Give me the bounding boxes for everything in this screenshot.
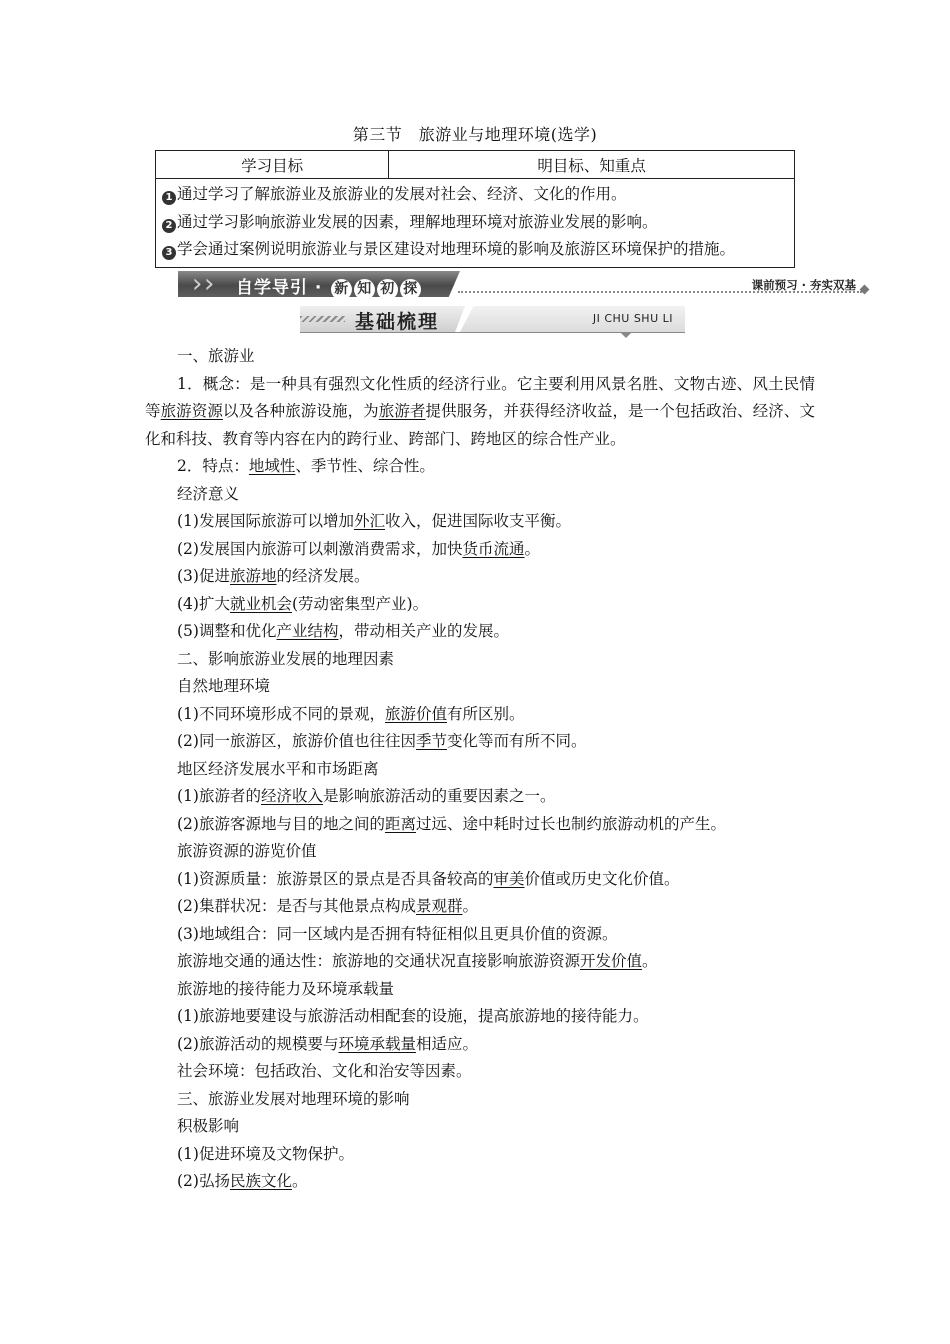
key-term: 经济收入 xyxy=(260,787,323,805)
key-term: 旅游地 xyxy=(229,567,277,585)
goal-item xyxy=(162,181,790,209)
features-line xyxy=(145,453,815,481)
text-run: (劳动密集型产业)。 xyxy=(291,594,429,613)
text-run: 有所区别。 xyxy=(446,704,525,723)
cap-title: 旅游地的接待能力及环境承载量 xyxy=(177,979,395,998)
text-run: (4)扩大 xyxy=(177,594,230,613)
goals-list xyxy=(156,179,795,268)
text-run: (5)调整和优化 xyxy=(177,622,277,640)
text-run: 以及各种旅游设施，为 xyxy=(222,402,379,420)
text-run: (1)不同环境形成不同的景观， xyxy=(177,704,385,723)
text-run: 是影响旅游活动的重要因素之一。 xyxy=(322,787,556,805)
goal-number-badge: 3 xyxy=(162,246,176,260)
text-run: (2)发展国内旅游可以刺激消费需求，加快 xyxy=(177,539,463,558)
text-run: 2．特点： xyxy=(177,457,249,475)
banner-title-char: 知 xyxy=(354,279,375,300)
text-run: 价值或历史文化价值。 xyxy=(524,869,680,888)
heading-three: 三、旅游业发展对地理环境的影响 xyxy=(177,1089,410,1108)
goal-item xyxy=(162,236,790,264)
goal-item xyxy=(162,209,790,237)
key-term: 民族文化 xyxy=(229,1172,292,1190)
key-term: 外汇 xyxy=(353,512,385,530)
traffic-line xyxy=(145,948,815,976)
goal-text: 通过学习影响旅游业发展的因素，理解地理环境对旅游业发展的影响。 xyxy=(177,212,658,231)
key-term: 旅游者 xyxy=(378,402,426,420)
stripe-decoration xyxy=(300,316,345,322)
text-run: 。 xyxy=(524,539,540,558)
chevron-right-icon: › xyxy=(192,269,203,299)
key-term: 旅游资源 xyxy=(160,402,223,420)
key-term: 景观群 xyxy=(415,897,463,915)
key-term: 就业机会 xyxy=(229,594,292,613)
lesson-title: 第三节 旅游业与地理环境(选学) xyxy=(352,125,598,144)
pos-title: 积极影响 xyxy=(177,1117,240,1135)
key-term: 审美 xyxy=(493,869,525,888)
banner-right-label: 课前预习 · 夯实双基 xyxy=(751,278,856,292)
econ-item xyxy=(145,591,815,619)
cap-item: (1)旅游地要建设与旅游活动相配套的设施，提高旅游地的接待能力。 xyxy=(177,1007,649,1025)
econ-item xyxy=(145,536,815,564)
pos-item xyxy=(145,1168,815,1196)
text-run: 的经济发展。 xyxy=(276,567,370,585)
text-run: 旅游地交通的通达性：旅游地的交通状况直接影响旅游资源 xyxy=(177,952,581,970)
sub-banner-title: 基础梳理 xyxy=(355,311,440,333)
text-run: (3)促进 xyxy=(177,567,230,585)
sub-section-banner xyxy=(300,306,685,334)
text-run: 过远、途中耗时过长也制约旅游动机的产生。 xyxy=(415,814,726,833)
text-run: 。 xyxy=(462,897,478,915)
goal-text: 通过学习了解旅游业及旅游业的发展对社会、经济、文化的作用。 xyxy=(177,185,627,203)
text-run: ，带动相关产业的发展。 xyxy=(338,622,509,640)
banner-title-char: 初 xyxy=(377,279,398,300)
text-run: (2)弘扬 xyxy=(177,1172,230,1190)
banner-title-char: 探 xyxy=(400,279,421,300)
val-title: 旅游资源的游览价值 xyxy=(177,842,317,860)
text-run: 。 xyxy=(642,952,658,970)
text-run: (2)旅游活动的规模要与 xyxy=(177,1034,339,1053)
learning-goals-table xyxy=(155,150,795,268)
text-run: (1)旅游者的 xyxy=(177,787,261,805)
text-run: 。 xyxy=(291,1172,308,1190)
goal-number-badge: 2 xyxy=(162,219,176,233)
heading-two: 二、影响旅游业发展的地理因素 xyxy=(177,649,395,668)
goal-text: 学会通过案例说明旅游业与景区建设对地理环境的影响及旅游区环境保护的措施。 xyxy=(177,240,736,258)
eco-item xyxy=(145,811,815,839)
text-run: 变化等而有所不同。 xyxy=(446,732,587,750)
val-item xyxy=(145,893,815,921)
heading-one: 一、旅游业 xyxy=(177,347,255,365)
econ-title: 经济意义 xyxy=(177,484,240,503)
pos-item: (1)促进环境及文物保护。 xyxy=(177,1144,354,1163)
text-run: 、季节性、综合性。 xyxy=(295,457,435,475)
text-run: 收入，促进国际收支平衡。 xyxy=(384,512,571,530)
nat-item xyxy=(145,701,815,729)
nat-title: 自然地理环境 xyxy=(177,677,271,695)
text-run: (1)发展国际旅游可以增加 xyxy=(177,512,354,530)
key-term: 地域性 xyxy=(248,457,296,475)
sub-banner-pinyin: JI CHU SHU LI xyxy=(592,312,673,325)
econ-item xyxy=(145,508,815,536)
concept-paragraph xyxy=(145,371,815,454)
text-run: 相适应。 xyxy=(415,1034,478,1053)
key-term: 距离 xyxy=(384,814,416,833)
banner-title xyxy=(236,273,421,300)
econ-item xyxy=(145,618,815,646)
text-run: 提供服务，并获得经济收益，是一个包括政治、经济、文化和科技、教育等内容在内的跨行业、跨部门、跨地区的综合性产业。 xyxy=(145,402,815,448)
text-run: 1．概念：是一种具有强烈文化性质的经济行业。它主要利用风景名胜、文物古迹、风土民情等 xyxy=(145,374,815,420)
social-line: 社会环境：包括政治、文化和治安等因素。 xyxy=(177,1062,472,1080)
nat-item xyxy=(145,728,815,756)
banner-title-prefix: 自学导引 · xyxy=(236,278,330,298)
goals-header-left: 学习目标 xyxy=(156,151,389,179)
text-run: (1)资源质量：旅游景区的景点是否具备较高的 xyxy=(177,869,494,888)
val-item xyxy=(145,866,815,894)
goals-header-right: 明目标、知重点 xyxy=(389,151,795,179)
banner-title-char: 新 xyxy=(331,279,352,300)
key-term: 开发价值 xyxy=(580,952,643,970)
eco-title: 地区经济发展水平和市场距离 xyxy=(177,759,379,778)
key-term: 环境承载量 xyxy=(338,1034,416,1053)
key-term: 产业结构 xyxy=(276,622,339,640)
val-item: (3)地域组合：同一区域内是否拥有特征相似且更具价值的资源。 xyxy=(177,924,618,943)
key-term: 货币流通 xyxy=(462,539,525,558)
key-term: 季节 xyxy=(415,732,447,750)
section-banner xyxy=(178,271,868,297)
econ-item xyxy=(145,563,815,591)
text-run: (2)旅游客源地与目的地之间的 xyxy=(177,814,385,833)
text-run: (2)集群状况：是否与其他景点构成 xyxy=(177,897,416,915)
eco-item xyxy=(145,783,815,811)
key-term: 旅游价值 xyxy=(384,704,447,723)
goal-number-badge: 1 xyxy=(162,191,176,205)
cap-item xyxy=(145,1031,815,1059)
content-body xyxy=(145,343,815,1196)
triangle-down-icon xyxy=(620,332,632,338)
chevron-right-icon: › xyxy=(204,269,215,299)
text-run: (2)同一旅游区，旅游价值也往往因 xyxy=(177,732,416,750)
